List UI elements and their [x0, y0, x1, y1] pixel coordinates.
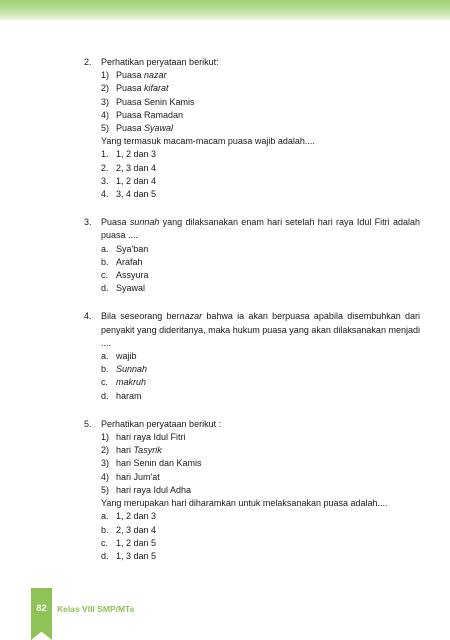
option-item: [101, 162, 420, 175]
option-item: [101, 524, 420, 537]
statement-item: [101, 457, 420, 470]
question-text-part: Bila seseorang ber: [101, 311, 180, 322]
statement-label: 4): [101, 471, 110, 482]
statement-text: hari raya Idul Fitri: [116, 432, 186, 443]
statement-text: Puasa: [116, 123, 145, 134]
question-text-emphasis: sunnah: [129, 217, 160, 228]
question-text-part: yang dilaksanakan enam hari setelah hari raya Idul Fitri adalah puasa ....: [101, 217, 420, 241]
option-label: a.: [101, 511, 109, 522]
question-number: 5.: [84, 418, 92, 429]
option-label: a.: [101, 243, 109, 254]
question-text: [101, 216, 420, 242]
option-text: Syawal: [116, 283, 146, 294]
option-text: 1, 2 dan 3: [116, 511, 157, 522]
option-item: [101, 537, 420, 550]
page-number-tab: [31, 588, 52, 640]
statement-label: 4): [101, 109, 110, 120]
question-number: 4.: [84, 311, 92, 322]
option-item: [101, 256, 420, 269]
question-3: [84, 216, 420, 295]
statement-emphasis: Syawal: [144, 123, 174, 134]
option-item: [101, 390, 420, 403]
option-text: Assyura: [116, 270, 149, 281]
statement-item: [101, 444, 420, 457]
question-text-part: Puasa: [101, 217, 130, 228]
statement-emphasis: kifarat: [144, 83, 169, 94]
option-label: c.: [101, 270, 109, 281]
option-text: 1, 2 dan 4: [116, 175, 157, 186]
option-item: [101, 148, 420, 161]
option-label: 3.: [101, 175, 109, 186]
footer-label: Kelas VIII SMP/MTs: [57, 604, 135, 614]
option-item: [101, 363, 420, 376]
option-label: 2.: [101, 162, 109, 173]
question-4: [84, 310, 420, 402]
option-item: [101, 269, 420, 282]
statement-item: [101, 122, 420, 135]
option-text: 3, 4 dan 5: [116, 189, 157, 200]
header-band: [0, 0, 450, 20]
option-text: Sunnah: [116, 364, 148, 375]
option-text: wajib: [116, 351, 137, 362]
question-text: Perhatikan peryataan berikut :: [101, 418, 222, 429]
option-text: 1, 3 dan 5: [116, 550, 157, 561]
question-text: [101, 310, 420, 350]
statement-emphasis: Tasyrik: [133, 445, 162, 456]
option-label: b.: [101, 256, 109, 267]
option-item: [101, 376, 420, 389]
statement-text: hari raya Idul Adha: [116, 484, 192, 495]
question-number: 3.: [84, 217, 92, 228]
question-prompt: Yang merupakan hari diharamkan untuk melaksanakan puasa adalah....: [101, 498, 388, 509]
statement-text: Puasa Ramadan: [116, 109, 184, 120]
statement-item: [101, 109, 420, 122]
option-label: d.: [101, 550, 109, 561]
statement-item: [101, 69, 420, 82]
option-text: Sya'ban: [116, 243, 149, 254]
statement-text: Puasa: [116, 83, 145, 94]
statement-item: [101, 484, 420, 497]
statement-emphasis: nazar: [144, 70, 167, 81]
statement-text: Puasa: [116, 70, 145, 81]
option-text: haram: [116, 390, 142, 401]
option-text: 1, 2 dan 3: [116, 149, 157, 160]
statement-text: hari: [116, 445, 134, 456]
option-text: 1, 2 dan 5: [116, 537, 157, 548]
statement-label: 5): [101, 484, 110, 495]
option-label: c.: [101, 537, 109, 548]
statement-item: [101, 82, 420, 95]
option-item: [101, 510, 420, 523]
statement-label: 2): [101, 445, 110, 456]
statement-item: [101, 471, 420, 484]
question-text-emphasis: nazar: [179, 311, 203, 322]
option-item: [101, 188, 420, 201]
option-label: 1.: [101, 149, 109, 160]
statement-label: 3): [101, 458, 110, 469]
statement-label: 1): [101, 70, 110, 81]
statement-item: [101, 96, 420, 109]
statement-item: [101, 431, 420, 444]
statement-text: hari Senin dan Kamis: [116, 458, 202, 469]
statement-label: 5): [101, 123, 110, 134]
option-label: c.: [101, 377, 109, 388]
option-label: 4.: [101, 189, 109, 200]
option-label: d.: [101, 283, 109, 294]
option-text: 2, 3 dan 4: [116, 162, 157, 173]
question-text: Perhatikan peryataan berikut:: [101, 57, 219, 67]
option-item: [101, 282, 420, 295]
option-text: Arafah: [116, 256, 143, 267]
page-number: 82: [36, 603, 47, 614]
option-label: a.: [101, 351, 109, 362]
statement-label: 2): [101, 83, 110, 94]
option-item: [101, 243, 420, 256]
statement-label: 1): [101, 432, 110, 443]
question-text-part: bahwa ia akan berpuasa apabila disembuhkan dari penyakit yang dideritanya, maka hukum puasa yang akan dilaksanakan menjadi ....: [101, 311, 420, 348]
statement-label: 3): [101, 96, 110, 107]
question-number: 2.: [84, 57, 92, 67]
question-5: [84, 418, 420, 563]
question-2: [84, 56, 420, 201]
statement-text: Puasa Senin Kamis: [116, 96, 195, 107]
option-item: [101, 550, 420, 563]
question-prompt: Yang termasuk macam-macam puasa wajib adalah....: [101, 136, 315, 147]
option-item: [101, 175, 420, 188]
question-list: [84, 56, 420, 578]
option-text: makruh: [116, 377, 147, 388]
option-label: b.: [101, 524, 109, 535]
option-text: 2, 3 dan 4: [116, 524, 157, 535]
statement-text: hari Jum'at: [116, 471, 160, 482]
option-label: b.: [101, 364, 109, 375]
option-item: [101, 350, 420, 363]
option-label: d.: [101, 390, 109, 401]
